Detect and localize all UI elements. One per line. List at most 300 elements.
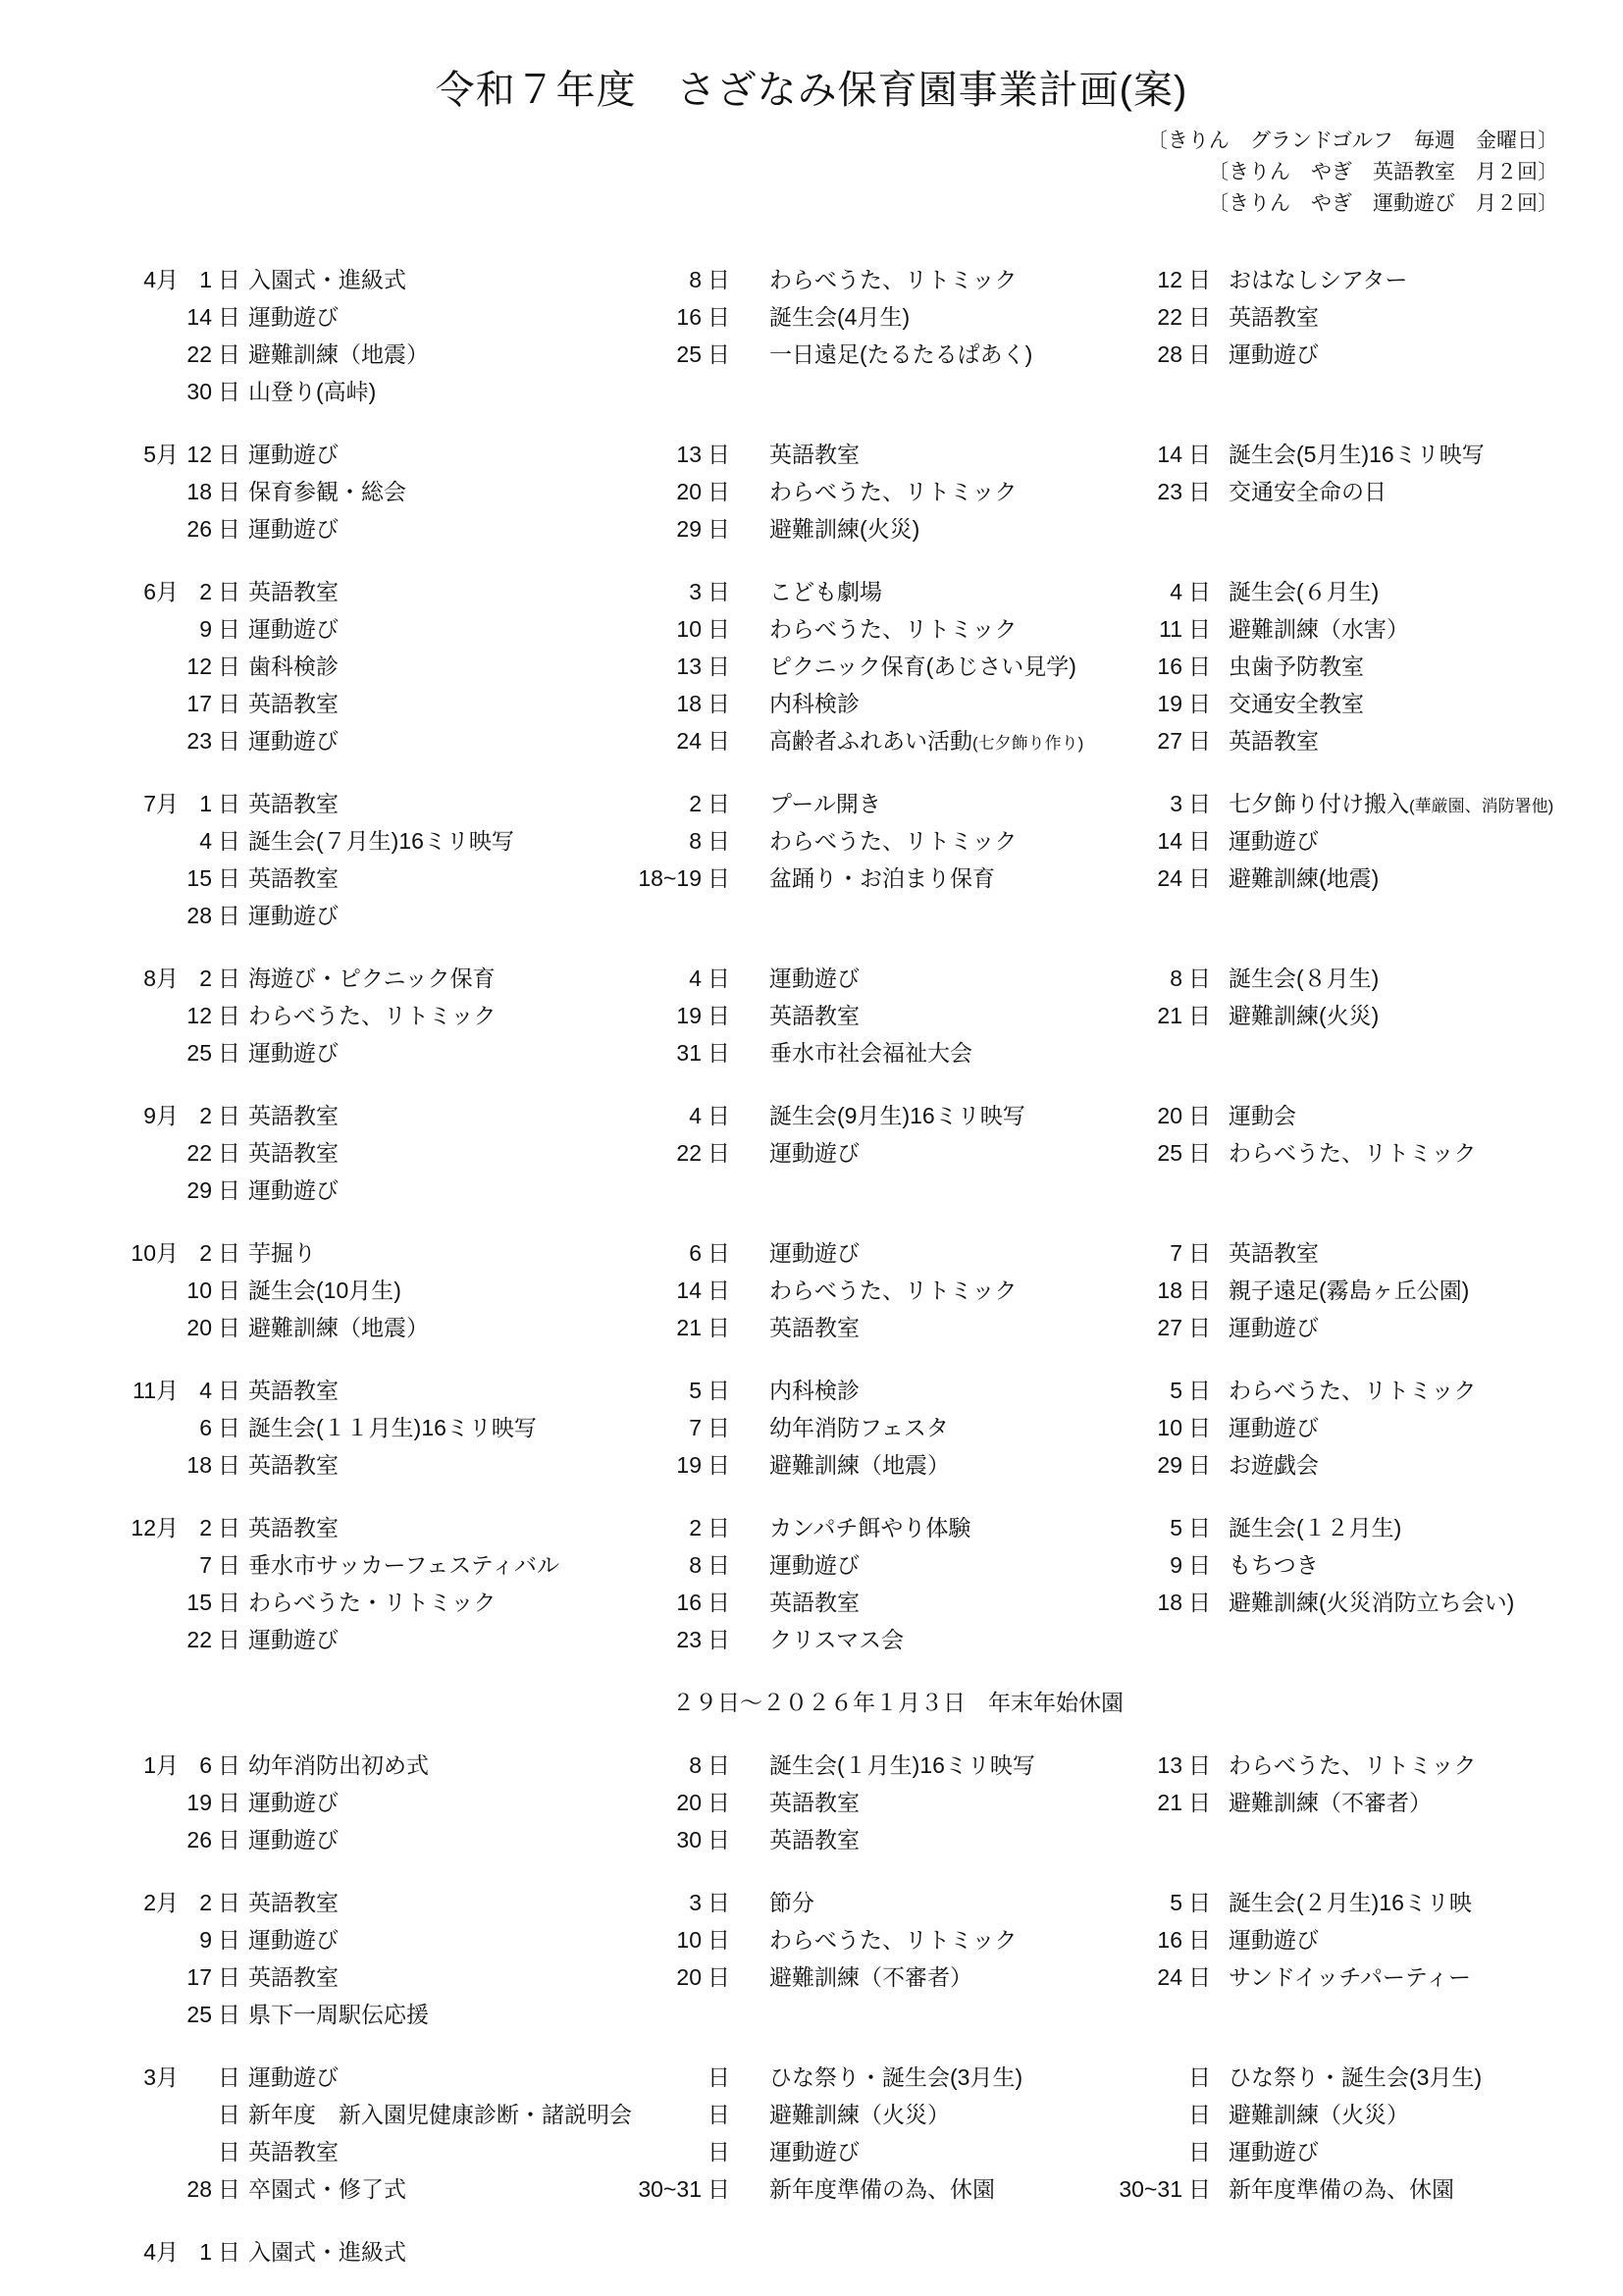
day-suffix: 日 bbox=[1188, 1415, 1211, 1440]
entry-date: 2 bbox=[199, 1103, 212, 1128]
entry-date: 2 bbox=[199, 965, 212, 991]
entry-event: 英語教室 bbox=[769, 1315, 860, 1340]
calendar-cell bbox=[1099, 897, 1623, 934]
month-label: 6月 bbox=[143, 579, 179, 604]
entry-date: 25 bbox=[676, 341, 702, 367]
day-suffix: 日 bbox=[707, 267, 730, 292]
calendar-cell bbox=[618, 2233, 1099, 2270]
entry-event: 一日遠足(たるたるぱあく) bbox=[769, 341, 1033, 367]
entry-date: 23 bbox=[1157, 479, 1182, 504]
calendar-cell bbox=[1099, 1509, 1623, 1546]
calendar-row bbox=[0, 298, 1623, 336]
entry-event: 交通安全教室 bbox=[1229, 691, 1364, 716]
entry-date: 13 bbox=[676, 442, 702, 467]
month-spacer bbox=[0, 473, 179, 510]
calendar-cell bbox=[179, 1509, 618, 1546]
entry-event: 幼年消防出初め式 bbox=[248, 1752, 429, 1778]
entry-event: 英語教室 bbox=[248, 1378, 339, 1403]
entry-date: 2 bbox=[199, 1240, 212, 1266]
entry-date: 8 bbox=[689, 828, 702, 854]
entry-event: 運動遊び bbox=[248, 2064, 339, 2090]
month-spacer bbox=[0, 336, 179, 373]
month-label: 8月 bbox=[143, 965, 179, 991]
day-suffix: 日 bbox=[1188, 1240, 1211, 1266]
day-suffix: 日 bbox=[218, 1278, 240, 1303]
entry-event: 運動遊び bbox=[248, 1040, 339, 1066]
calendar bbox=[0, 261, 1623, 2270]
entry-date: 8 bbox=[689, 1552, 702, 1578]
entry-event: わらべうた、リトミック bbox=[769, 479, 1018, 504]
calendar-cell bbox=[179, 573, 618, 610]
day-suffix: 日 bbox=[707, 691, 730, 716]
day-suffix: 日 bbox=[1188, 653, 1211, 679]
calendar-row bbox=[0, 2170, 1623, 2208]
entry-event: 避難訓練（不審者） bbox=[769, 1964, 972, 1990]
month-label: 12月 bbox=[131, 1515, 179, 1540]
entry-date: 5 bbox=[1170, 1515, 1182, 1540]
day-suffix: 日 bbox=[218, 2239, 240, 2265]
entry-event: 英語教室 bbox=[248, 1140, 339, 1166]
entry-date: 20 bbox=[186, 1315, 212, 1340]
month-spacer bbox=[0, 1272, 179, 1309]
calendar-cell bbox=[179, 510, 618, 548]
entry-date: 8 bbox=[1170, 965, 1182, 991]
entry-event: 運動遊び bbox=[248, 516, 339, 542]
entry-date: 26 bbox=[186, 1827, 212, 1852]
calendar-row bbox=[0, 573, 1623, 610]
calendar-row bbox=[0, 473, 1623, 510]
entry-date: 18 bbox=[1157, 1590, 1182, 1615]
entry-date: 12 bbox=[1157, 267, 1182, 292]
entry-date: 25 bbox=[186, 1040, 212, 1066]
entry-date: 4 bbox=[1170, 579, 1182, 604]
entry-event: 運動遊び bbox=[248, 1927, 339, 1953]
month-label: 9月 bbox=[143, 1103, 179, 1128]
entry-date: 9 bbox=[199, 616, 212, 642]
header-notes bbox=[0, 126, 1623, 220]
day-suffix: 日 bbox=[707, 1890, 730, 1915]
entry-date: 28 bbox=[1157, 341, 1182, 367]
entry-date: 30 bbox=[676, 1827, 702, 1852]
month-spacer bbox=[0, 1821, 179, 1858]
entry-event: 運動遊び bbox=[248, 1177, 339, 1203]
entry-event: 運動遊び bbox=[1229, 1415, 1319, 1440]
entry-date: 31 bbox=[676, 1040, 702, 1066]
entry-event: 誕生会(9月生)16ミリ映写 bbox=[769, 1103, 1025, 1128]
entry-event: 誕生会(１１月生)16ミリ映写 bbox=[248, 1415, 537, 1440]
calendar-row bbox=[0, 960, 1623, 997]
calendar-cell bbox=[179, 1921, 618, 1958]
entry-event: 避難訓練(火災消防立ち会い) bbox=[1229, 1590, 1515, 1615]
calendar-row bbox=[0, 1584, 1623, 1621]
month-block bbox=[0, 1372, 1623, 1484]
holiday-note: ２９日～２０２６年１月３日 年末年始休園 bbox=[672, 1690, 1124, 1715]
day-suffix: 日 bbox=[218, 442, 240, 467]
entry-event: 運動遊び bbox=[1229, 1315, 1319, 1340]
entry-event: 運動遊び bbox=[248, 442, 339, 467]
calendar-cell bbox=[618, 1584, 1099, 1621]
day-suffix: 日 bbox=[1188, 828, 1211, 854]
calendar-row bbox=[0, 2233, 1623, 2270]
calendar-cell bbox=[618, 685, 1099, 722]
day-suffix: 日 bbox=[218, 1752, 240, 1778]
entry-date: 29 bbox=[186, 1177, 212, 1203]
day-suffix: 日 bbox=[707, 1315, 730, 1340]
calendar-cell bbox=[618, 1996, 1099, 2033]
entry-date: 17 bbox=[186, 691, 212, 716]
entry-event: 運動遊び bbox=[248, 304, 339, 330]
day-suffix: 日 bbox=[1188, 616, 1211, 642]
day-suffix: 日 bbox=[707, 653, 730, 679]
entry-date: 7 bbox=[1170, 1240, 1182, 1266]
calendar-cell bbox=[1099, 1621, 1623, 1658]
entry-event: 垂水市サッカーフェスティバル bbox=[248, 1552, 559, 1578]
entry-date: 29 bbox=[676, 516, 702, 542]
entry-date: 1 bbox=[199, 791, 212, 816]
calendar-row bbox=[0, 2096, 1623, 2133]
calendar-cell bbox=[1099, 373, 1623, 410]
calendar-cell bbox=[1099, 1958, 1623, 1996]
calendar-cell bbox=[618, 960, 1099, 997]
calendar-cell bbox=[618, 1172, 1099, 1209]
day-suffix: 日 bbox=[707, 1003, 730, 1028]
month-spacer bbox=[0, 860, 179, 897]
day-suffix: 日 bbox=[707, 965, 730, 991]
day-suffix: 日 bbox=[707, 516, 730, 542]
entry-event: 誕生会(７月生)16ミリ映写 bbox=[248, 828, 514, 854]
calendar-cell bbox=[618, 1372, 1099, 1409]
day-suffix: 日 bbox=[218, 479, 240, 504]
calendar-cell bbox=[179, 1996, 618, 2033]
entry-event: こども劇場 bbox=[769, 579, 882, 604]
day-suffix: 日 bbox=[218, 1890, 240, 1915]
calendar-row bbox=[0, 822, 1623, 860]
calendar-row bbox=[0, 1621, 1623, 1658]
day-suffix: 日 bbox=[218, 691, 240, 716]
entry-event: ひな祭り・誕生会(3月生) bbox=[769, 2064, 1023, 2090]
day-suffix: 日 bbox=[1188, 1964, 1211, 1990]
entry-event: 英語教室 bbox=[248, 579, 339, 604]
entry-event: 避難訓練（地震） bbox=[248, 341, 429, 367]
entry-event: 英語教室 bbox=[1229, 728, 1319, 754]
day-suffix: 日 bbox=[1188, 728, 1211, 754]
entry-date: 19 bbox=[676, 1452, 702, 1478]
calendar-row bbox=[0, 1546, 1623, 1584]
calendar-cell bbox=[179, 373, 618, 410]
entry-date: 29 bbox=[1157, 1452, 1182, 1478]
page-title: 令和７年度 さざなみ保育園事業計画(案) bbox=[435, 69, 1188, 112]
calendar-cell bbox=[618, 822, 1099, 860]
calendar-cell bbox=[618, 1134, 1099, 1172]
calendar-cell bbox=[179, 1409, 618, 1446]
month-spacer bbox=[0, 685, 179, 722]
entry-date: 16 bbox=[676, 1590, 702, 1615]
month-label: 3月 bbox=[143, 2064, 179, 2090]
day-suffix: 日 bbox=[218, 2176, 240, 2202]
entry-date: 27 bbox=[1157, 1315, 1182, 1340]
note-line-grand-golf: 〔きりん グランドゴルフ 毎週 金曜日〕 bbox=[1146, 130, 1558, 152]
month-spacer bbox=[0, 1172, 179, 1209]
entry-event: 英語教室 bbox=[1229, 1240, 1319, 1266]
calendar-cell bbox=[618, 1272, 1099, 1309]
day-suffix: 日 bbox=[218, 2002, 240, 2027]
entry-event-detail: (七夕飾り作り) bbox=[972, 734, 1084, 753]
calendar-cell bbox=[1099, 860, 1623, 897]
month-block bbox=[0, 960, 1623, 1071]
day-suffix: 日 bbox=[707, 1415, 730, 1440]
entry-event: 保育参観・総会 bbox=[248, 479, 406, 504]
month-spacer bbox=[0, 1958, 179, 1996]
calendar-cell bbox=[618, 2170, 1099, 2208]
day-suffix: 日 bbox=[707, 1752, 730, 1778]
note-line-english-class: 〔きりん やぎ 英語教室 月２回〕 bbox=[1208, 161, 1558, 183]
day-suffix: 日 bbox=[218, 1315, 240, 1340]
month-spacer bbox=[0, 2133, 179, 2170]
calendar-cell bbox=[179, 1309, 618, 1346]
day-suffix: 日 bbox=[1188, 267, 1211, 292]
entry-event: 運動遊び bbox=[769, 965, 860, 991]
calendar-cell bbox=[179, 1821, 618, 1858]
day-suffix: 日 bbox=[1188, 1927, 1211, 1953]
entry-event: 運動遊び bbox=[248, 1827, 339, 1852]
calendar-cell bbox=[618, 1621, 1099, 1658]
calendar-cell bbox=[1099, 2133, 1623, 2170]
calendar-row bbox=[0, 722, 1623, 759]
entry-date: 5 bbox=[1170, 1378, 1182, 1403]
day-suffix: 日 bbox=[707, 1515, 730, 1540]
entry-event: 山登り(高峠) bbox=[248, 379, 377, 404]
day-suffix: 日 bbox=[707, 616, 730, 642]
calendar-row bbox=[0, 1134, 1623, 1172]
day-suffix: 日 bbox=[218, 1552, 240, 1578]
entry-date: 23 bbox=[186, 728, 212, 754]
day-suffix: 日 bbox=[707, 1240, 730, 1266]
calendar-cell bbox=[179, 1884, 618, 1921]
day-suffix: 日 bbox=[1188, 791, 1211, 816]
calendar-cell bbox=[1099, 1097, 1623, 1134]
calendar-cell bbox=[1099, 1172, 1623, 1209]
calendar-cell bbox=[179, 261, 618, 298]
day-suffix: 日 bbox=[1188, 1278, 1211, 1303]
day-suffix: 日 bbox=[707, 828, 730, 854]
day-suffix: 日 bbox=[218, 1627, 240, 1652]
entry-event: 運動会 bbox=[1229, 1103, 1296, 1128]
month-label: 4月 bbox=[143, 267, 179, 292]
entry-date: 4 bbox=[689, 965, 702, 991]
entry-date: 5 bbox=[1170, 1890, 1182, 1915]
month-spacer bbox=[0, 822, 179, 860]
entry-date: 30~31 bbox=[638, 2176, 702, 2202]
calendar-cell bbox=[1099, 1546, 1623, 1584]
entry-date: 22 bbox=[186, 1627, 212, 1652]
day-suffix: 日 bbox=[1188, 304, 1211, 330]
calendar-row bbox=[0, 1958, 1623, 1996]
day-suffix: 日 bbox=[707, 1040, 730, 1066]
calendar-row bbox=[0, 1821, 1623, 1858]
entry-date: 18 bbox=[676, 691, 702, 716]
entry-event: 誕生会(１月生)16ミリ映写 bbox=[769, 1752, 1035, 1778]
entry-event: 誕生会(６月生) bbox=[1229, 579, 1380, 604]
entry-event: 英語教室 bbox=[248, 865, 339, 891]
entry-date: 10 bbox=[676, 1927, 702, 1953]
calendar-cell bbox=[618, 860, 1099, 897]
entry-event: おはなしシアター bbox=[1229, 267, 1408, 292]
entry-event: サンドイッチパーティー bbox=[1229, 1964, 1472, 1990]
day-suffix: 日 bbox=[707, 1964, 730, 1990]
month-block bbox=[0, 785, 1623, 934]
calendar-cell bbox=[1099, 722, 1623, 762]
calendar-row bbox=[0, 336, 1623, 373]
calendar-cell bbox=[179, 298, 618, 336]
day-suffix: 日 bbox=[218, 1140, 240, 1166]
entry-date: 10 bbox=[1157, 1415, 1182, 1440]
calendar-row bbox=[0, 685, 1623, 722]
entry-event: 節分 bbox=[769, 1890, 814, 1915]
calendar-row bbox=[0, 1747, 1623, 1784]
entry-date: 2 bbox=[689, 791, 702, 816]
entry-event: 交通安全命の日 bbox=[1229, 479, 1387, 504]
calendar-cell bbox=[1099, 1821, 1623, 1858]
calendar-row bbox=[0, 997, 1623, 1034]
month-block bbox=[0, 1884, 1623, 2033]
entry-date: 25 bbox=[186, 2002, 212, 2027]
day-suffix: 日 bbox=[707, 579, 730, 604]
entry-date: 11 bbox=[1159, 616, 1182, 642]
month-spacer bbox=[0, 722, 179, 762]
calendar-cell bbox=[618, 2096, 1099, 2133]
day-suffix: 日 bbox=[1188, 579, 1211, 604]
entry-date: 18 bbox=[1157, 1278, 1182, 1303]
entry-event: 歯科検診 bbox=[248, 653, 339, 679]
calendar-cell bbox=[1099, 1584, 1623, 1621]
entry-date: 22 bbox=[186, 341, 212, 367]
day-suffix: 日 bbox=[707, 1378, 730, 1403]
calendar-cell bbox=[618, 473, 1099, 510]
entry-date: 14 bbox=[676, 1278, 702, 1303]
day-suffix: 日 bbox=[707, 1140, 730, 1166]
calendar-row bbox=[0, 610, 1623, 648]
entry-event: 避難訓練(火災) bbox=[769, 516, 920, 542]
entry-date: 26 bbox=[186, 516, 212, 542]
day-suffix: 日 bbox=[707, 1103, 730, 1128]
day-suffix: 日 bbox=[218, 616, 240, 642]
entry-event: 運動遊び bbox=[769, 1140, 860, 1166]
calendar-row bbox=[0, 1784, 1623, 1821]
day-suffix: 日 bbox=[707, 304, 730, 330]
entry-event: 幼年消防フェスタ bbox=[769, 1415, 949, 1440]
calendar-cell bbox=[179, 336, 618, 373]
month-block bbox=[0, 1097, 1623, 1209]
calendar-cell bbox=[1099, 1309, 1623, 1346]
calendar-cell bbox=[618, 785, 1099, 825]
day-suffix: 日 bbox=[707, 341, 730, 367]
entry-date: 4 bbox=[199, 1378, 212, 1403]
entry-date: 9 bbox=[1170, 1552, 1182, 1578]
calendar-cell bbox=[179, 722, 618, 762]
entry-event: 避難訓練（火災） bbox=[769, 2102, 950, 2127]
calendar-cell bbox=[618, 2059, 1099, 2096]
calendar-cell bbox=[618, 510, 1099, 548]
entry-event: カンパチ餌やり体験 bbox=[769, 1515, 971, 1540]
day-suffix: 日 bbox=[1188, 1452, 1211, 1478]
month-spacer bbox=[0, 298, 179, 336]
entry-event: 入園式・進級式 bbox=[248, 2239, 406, 2265]
day-suffix: 日 bbox=[218, 1515, 240, 1540]
entry-date: 12 bbox=[186, 442, 212, 467]
day-suffix: 日 bbox=[1188, 1590, 1211, 1615]
calendar-cell bbox=[618, 1234, 1099, 1272]
entry-date: 19 bbox=[676, 1003, 702, 1028]
calendar-cell bbox=[618, 298, 1099, 336]
entry-date: 6 bbox=[689, 1240, 702, 1266]
day-suffix: 日 bbox=[707, 2139, 730, 2165]
entry-event: 英語教室 bbox=[248, 1515, 339, 1540]
calendar-row bbox=[0, 510, 1623, 548]
month-spacer bbox=[0, 610, 179, 648]
calendar-cell bbox=[618, 1546, 1099, 1584]
day-suffix: 日 bbox=[218, 304, 240, 330]
day-suffix: 日 bbox=[218, 1103, 240, 1128]
entry-date: 14 bbox=[1157, 828, 1182, 854]
day-suffix: 日 bbox=[218, 1177, 240, 1203]
day-suffix: 日 bbox=[218, 903, 240, 928]
day-suffix: 日 bbox=[1188, 691, 1211, 716]
calendar-cell bbox=[618, 722, 1099, 762]
calendar-cell bbox=[1099, 2233, 1623, 2270]
day-suffix: 日 bbox=[218, 516, 240, 542]
entry-date: 30~31 bbox=[1119, 2176, 1182, 2202]
entry-event: 英語教室 bbox=[769, 1827, 860, 1852]
month-block bbox=[0, 261, 1623, 410]
entry-date: 20 bbox=[1157, 1103, 1182, 1128]
month-block bbox=[0, 573, 1623, 759]
calendar-cell bbox=[1099, 510, 1623, 548]
entry-date: 8 bbox=[689, 267, 702, 292]
month-spacer bbox=[0, 1409, 179, 1446]
month-block bbox=[0, 436, 1623, 548]
entry-event: 運動遊び bbox=[1229, 2139, 1319, 2165]
calendar-row bbox=[0, 1234, 1623, 1272]
entry-date: 6 bbox=[199, 1415, 212, 1440]
entry-event: 英語教室 bbox=[248, 691, 339, 716]
calendar-cell bbox=[618, 1509, 1099, 1546]
entry-event: 英語教室 bbox=[248, 1890, 339, 1915]
day-suffix: 日 bbox=[218, 1003, 240, 1028]
calendar-cell bbox=[618, 897, 1099, 934]
calendar-cell bbox=[1099, 261, 1623, 298]
entry-date: 16 bbox=[676, 304, 702, 330]
entry-event: 英語教室 bbox=[248, 1964, 339, 1990]
day-suffix: 日 bbox=[1188, 1003, 1211, 1028]
calendar-cell bbox=[1099, 1784, 1623, 1821]
entry-event: 垂水市社会福祉大会 bbox=[769, 1040, 972, 1066]
calendar-cell bbox=[179, 960, 618, 997]
entry-date: 12 bbox=[186, 1003, 212, 1028]
calendar-cell bbox=[179, 1747, 618, 1784]
entry-event: 運動遊び bbox=[769, 1552, 860, 1578]
calendar-cell bbox=[618, 573, 1099, 610]
day-suffix: 日 bbox=[218, 1040, 240, 1066]
calendar-cell bbox=[179, 1034, 618, 1071]
month-spacer bbox=[0, 2096, 179, 2133]
entry-date: 25 bbox=[1157, 1140, 1182, 1166]
entry-date: 13 bbox=[676, 653, 702, 679]
entry-date: 23 bbox=[676, 1627, 702, 1652]
calendar-cell bbox=[618, 261, 1099, 298]
entry-event: 七夕飾り付け搬入 bbox=[1229, 791, 1409, 816]
entry-date: 13 bbox=[1157, 1752, 1182, 1778]
calendar-cell bbox=[179, 1272, 618, 1309]
